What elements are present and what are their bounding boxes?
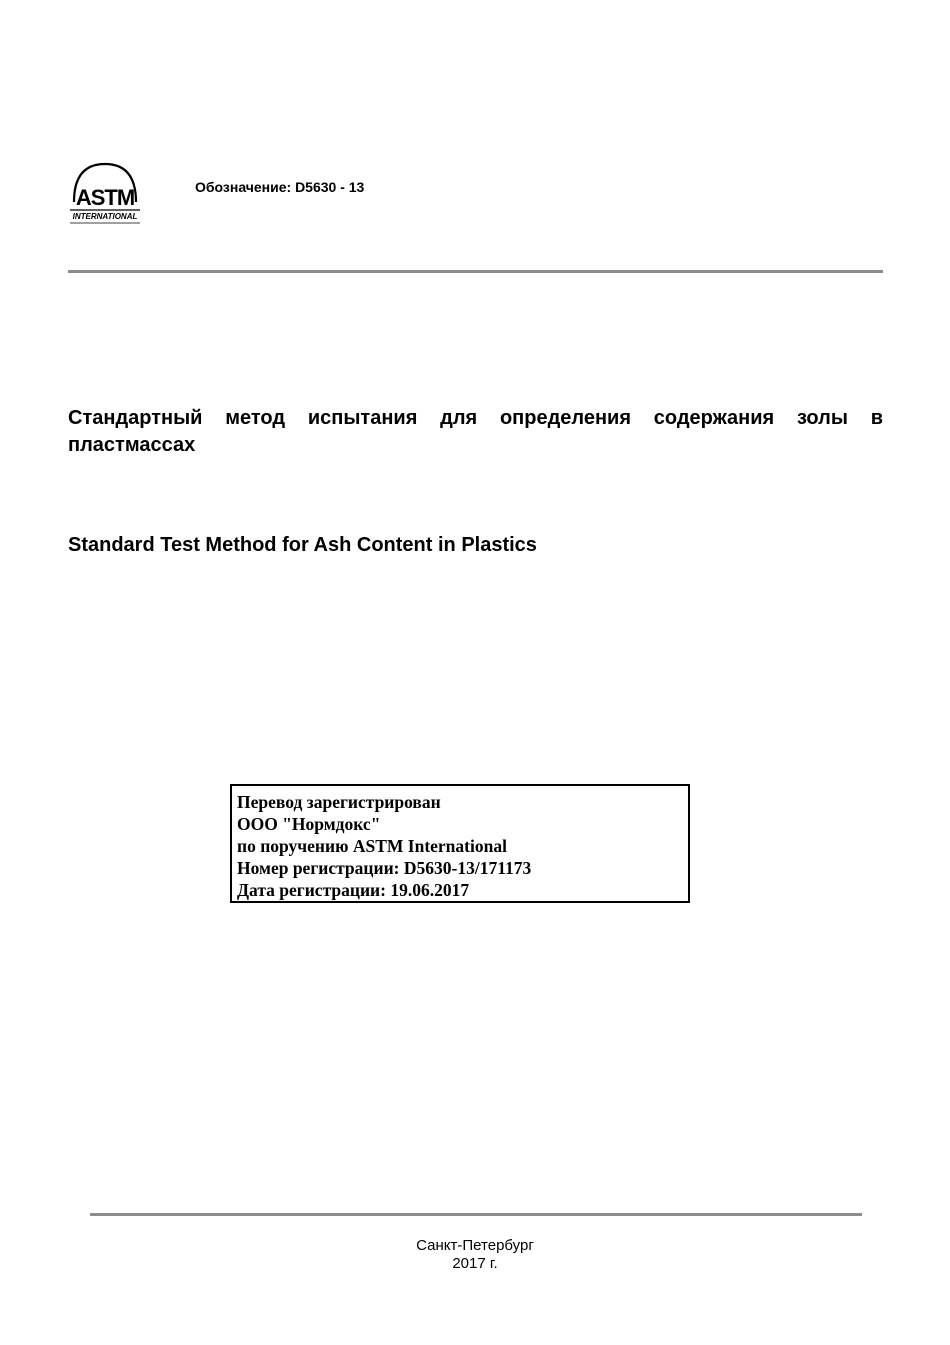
header-divider: [68, 270, 883, 273]
svg-text:ASTM: ASTM: [75, 185, 135, 210]
footer-city: Санкт-Петербург: [416, 1237, 534, 1254]
registration-date: Дата регистрации: 19.06.2017: [237, 880, 470, 900]
footer-year: 2017 г.: [452, 1255, 498, 1272]
astm-logo: [66, 158, 144, 228]
registration-line: по поручению ASTM International: [237, 836, 507, 856]
svg-text:INTERNATIONAL: INTERNATIONAL: [72, 212, 138, 221]
registration-line: ООО "Нормдокс": [237, 814, 381, 834]
registration-number: Номер регистрации: D5630-13/171173: [237, 858, 532, 878]
designation: Обозначение: D5630 - 13: [195, 179, 365, 195]
title-russian: Стандартный метод испытания для определения содержания золы в пластмассах: [68, 407, 883, 456]
footer: [0, 1237, 950, 1273]
registration-box: [230, 784, 690, 903]
registration-line: Перевод зарегистрирован: [237, 792, 441, 812]
title-english: Standard Test Method for Ash Content in Plastics: [68, 534, 537, 556]
footer-divider: [90, 1213, 862, 1216]
